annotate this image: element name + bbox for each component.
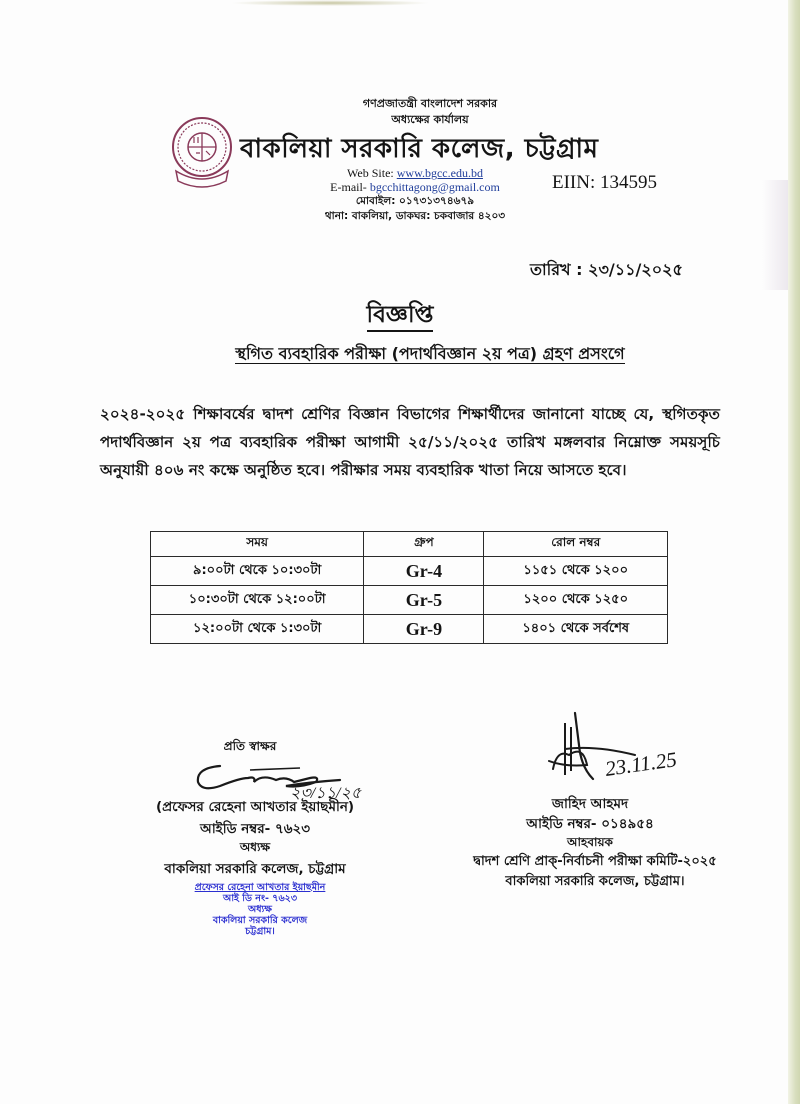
paper-shadow [762,180,788,290]
college-name: বাকলিয়া সরকারি কলেজ, চট্টগ্রাম [240,134,599,164]
office-name: অধ্যক্ষের কার্যালয় [391,113,469,126]
website-line [300,166,530,181]
left-signature-date: ২৩/১১/২৫ [290,785,362,802]
official-stamp [170,882,350,937]
principal-college: বাকলিয়া সরকারি কলেজ, চট্টগ্রাম [164,861,346,877]
column-header-time: সময় [151,532,364,557]
convener-name: জাহিদ আহমদ [551,796,629,812]
stamp-name: প্রফেসর রেহেনা আখতার ইয়াছমীন [194,882,326,893]
notice-subject [150,341,710,368]
eiin-number: EIIN: 134595 [552,172,658,193]
cell-time: ৯:০০টা থেকে ১০:৩০টা [151,557,364,586]
postal-address: থানা: বাকলিয়া, ডাকঘর: চকবাজার ৪২০৩ [324,210,506,222]
mobile-number: মোবাইল: ০১৭৩১৩৭৪৬৭৯ [355,195,475,207]
stamp-city: চট্টগ্রাম। [245,926,275,937]
cell-time: ১০:৩০টা থেকে ১২:০০টা [151,586,364,615]
government-name: গণপ্রজাতন্ত্রী বাংলাদেশ সরকার [362,97,498,110]
email-label: E-mail- [330,180,367,194]
stamp-college: বাকলিয়া সরকারি কলেজ [212,915,308,926]
email-line [300,180,530,195]
notice-subject-text: স্থগিত ব্যবহারিক পরীক্ষা (পদার্থবিজ্ঞান ২য় পত্র) গ্রহণ প্রসংগে [235,344,625,363]
email-link[interactable]: bgcchittagong@gmail.com [369,180,500,194]
convener-role: আহবায়ক [567,835,613,849]
paper-smudge [230,0,430,6]
notice-title-text: বিজ্ঞপ্তি [367,302,434,332]
committee-name: দ্বাদশ শ্রেণি প্রাক্-নির্বাচনী পরীক্ষা কমিটি-২০২৫ [473,854,717,869]
cell-group: Gr-4 [364,557,484,586]
cell-roll: ১৪০১ থেকে সর্বশেষ [484,615,668,644]
stamp-id: আই ডি নং- ৭৬২৩ [222,893,298,904]
table-row [151,557,668,586]
convener-id: আইডি নম্বর- ০১৪৯৫৪ [526,816,654,832]
convener-college: বাকলিয়া সরকারি কলেজ, চট্টগ্রাম। [505,874,685,889]
principal-id: আইডি নম্বর- ৭৬২৩ [199,821,311,837]
notice-date: তারিখ : ২৩/১১/২০২৫ [530,260,683,279]
notice-body: ২০২৪-২০২৫ শিক্ষাবর্ষের দ্বাদশ শ্রেণির বিজ্ঞান বিভাগের শিক্ষার্থীদের জানানো যাচ্ছে যে, স্থগিতকৃত পদার্থবিজ্ঞান ২য় পত্র ব্যবহারিক পরীক্ষা আগামী ২৫/১১/২০২৫ তারিখ মঙ্গলবার নিম্নোক্ত সময়সূচি অনুযায়ী ৪০৬ নং কক্ষে অনুষ্ঠিত হবে। পরীক্ষার সময় ব্যবহারিক খাতা নিয়ে আসতে হবে। [100,405,720,479]
schedule-table [150,531,668,644]
website-link[interactable]: www.bgcc.edu.bd [396,166,483,180]
column-header-group: গ্রুপ [364,532,484,557]
table-header-row [151,532,668,557]
stamp-role: অধ্যক্ষ [247,904,272,915]
cell-time: ১২:০০টা থেকে ১:৩০টা [151,615,364,644]
principal-role: অধ্যক্ষ [239,840,271,854]
cell-roll: ১২০০ থেকে ১২৫০ [484,586,668,615]
cell-roll: ১১৫১ থেকে ১২০০ [484,557,668,586]
website-label: Web Site: [347,166,394,180]
table-row [151,586,668,615]
paper-edge [788,0,800,1104]
cell-group: Gr-9 [364,615,484,644]
principal-name: (প্রফেসর রেহেনা আখতার ইয়াছমীন) [155,799,355,815]
table-row [151,615,668,644]
right-signature-date: 23.11.25 [603,747,679,781]
notice-title [300,296,500,335]
column-header-roll: রোল নম্বর [484,532,668,557]
cell-group: Gr-5 [364,586,484,615]
college-seal-icon [170,115,234,191]
countersign-label: প্রতি স্বাক্ষর [223,739,277,753]
